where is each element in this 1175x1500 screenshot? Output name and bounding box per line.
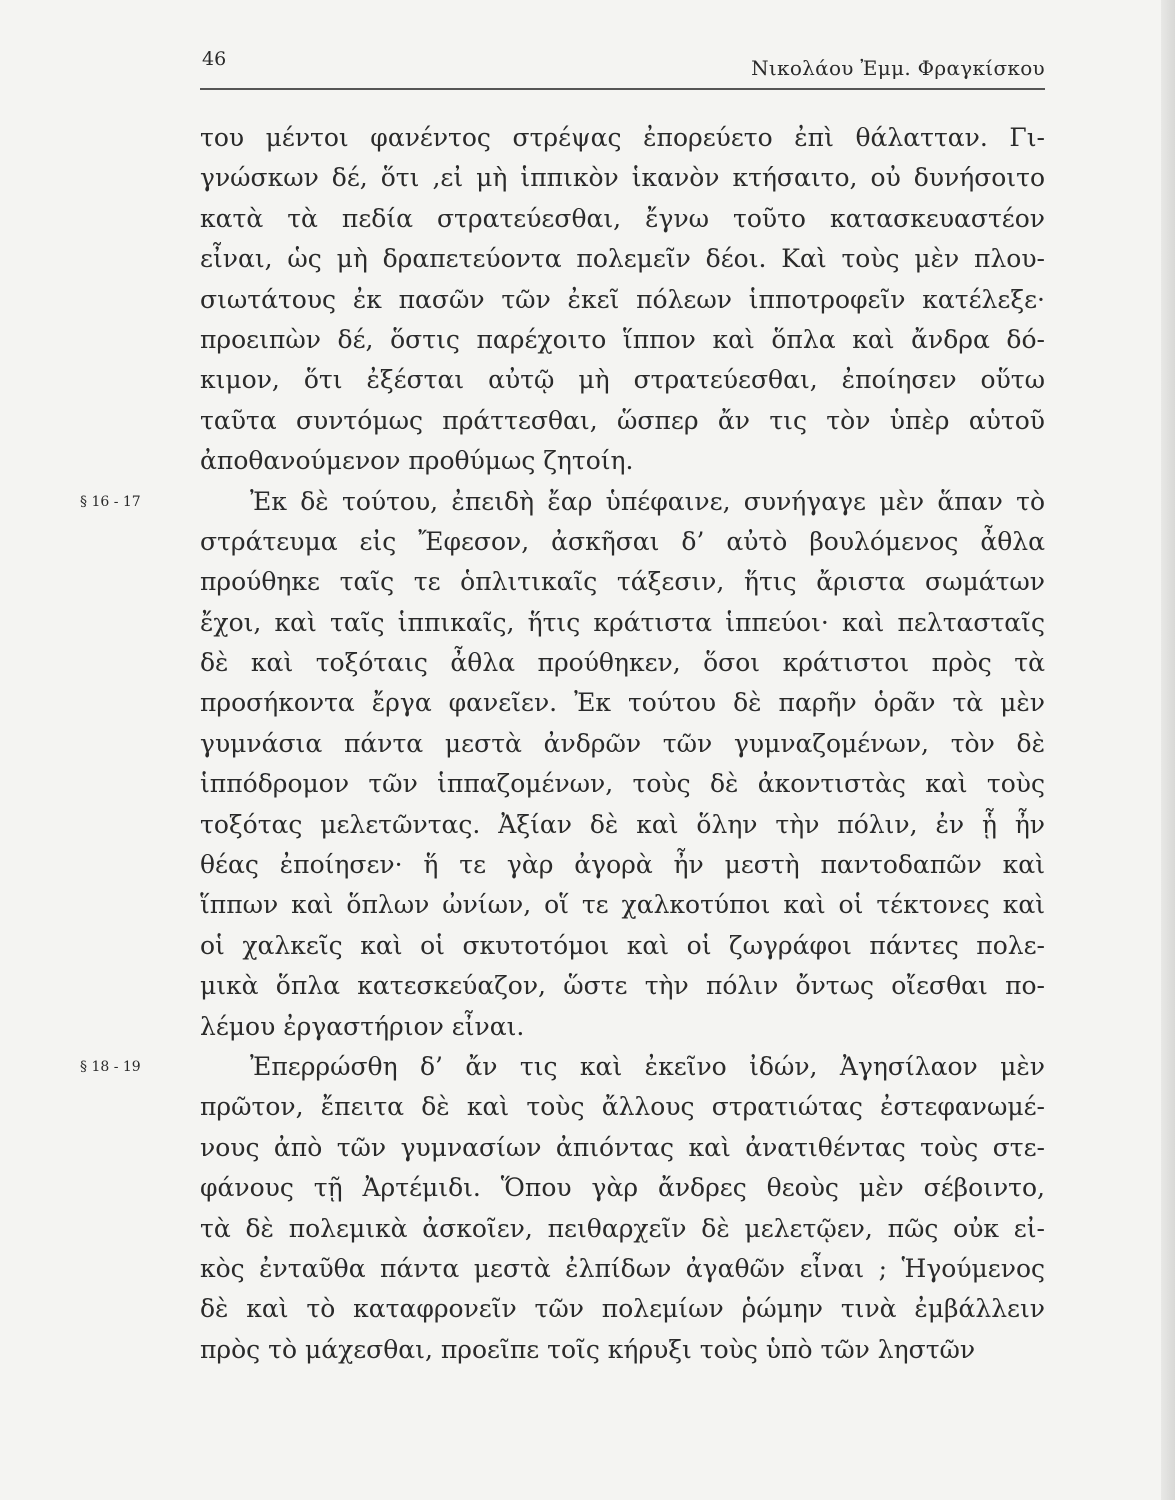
text-line xyxy=(200,724,1045,764)
text-line xyxy=(200,199,1045,239)
text-line-content: προειπὼν δέ, ὅστις παρέχοιτο ἵππον καὶ ὅπλα καὶ ἄνδρα δό- xyxy=(200,324,1045,354)
text-line xyxy=(200,401,1045,441)
body-text xyxy=(80,118,1045,1370)
text-line xyxy=(200,158,1045,198)
section-margin-note: § 16 - 17 xyxy=(80,493,141,510)
text-line xyxy=(200,320,1045,360)
text-line xyxy=(200,885,1045,925)
text-line xyxy=(200,683,1045,723)
text-line xyxy=(200,805,1045,845)
text-line xyxy=(200,1330,1045,1370)
text-line-content: νους ἀπὸ τῶν γυμνασίων ἀπιόντας καὶ ἀνατιθέντας τοὺς στε- xyxy=(200,1132,1045,1162)
text-line-content: γυμνάσια πάντα μεστὰ ἀνδρῶν τῶν γυμναζομένων, τὸν δὲ xyxy=(200,728,1045,758)
text-line-content: κατὰ τὰ πεδία στρατεύεσθαι, ἔγνω τοῦτο κατασκευαστέον xyxy=(200,203,1045,233)
text-line-content: κὸς ἐνταῦθα πάντα μεστὰ ἐλπίδων ἀγαθῶν εἶναι ; Ἡγούμενος xyxy=(200,1253,1045,1283)
text-line xyxy=(200,966,1045,1006)
text-line-content: ἀποθανούμενον προθύμως ζητοίη. xyxy=(200,446,634,476)
text-line xyxy=(200,280,1045,320)
text-line-content: οἱ χαλκεῖς καὶ οἱ σκυτοτόμοι καὶ οἱ ζωγράφοι πάντες πολε- xyxy=(200,930,1045,960)
text-line-content: δὲ καὶ τοξόταις ἆθλα προύθηκεν, ὅσοι κράτιστοι πρὸς τὰ xyxy=(200,648,1045,678)
text-line-content: στράτευμα εἰς Ἔφεσον, ἀσκῆσαι δ’ αὐτὸ βουλόμενος ἆθλα xyxy=(200,526,1045,556)
page-edge-shadow xyxy=(1161,0,1175,1500)
text-line-content: ἱππόδρομον τῶν ἱππαζομένων, τοὺς δὲ ἀκοντιστὰς καὶ τοὺς xyxy=(200,769,1045,799)
text-line-content: μικὰ ὅπλα κατεσκεύαζον, ὥστε τὴν πόλιν ὄντως οἴεσθαι πο- xyxy=(200,971,1045,1001)
text-line xyxy=(200,118,1045,158)
text-line-content: κιμον, ὅτι ἐξέσται αὐτῷ μὴ στρατεύεσθαι, ἐποίησεν οὕτω xyxy=(200,365,1045,395)
text-line-content: τοξότας μελετῶντας. Ἀξίαν δὲ καὶ ὅλην τὴν πόλιν, ἐν ᾗ ἦν xyxy=(200,809,1045,839)
text-line xyxy=(200,239,1045,279)
text-line xyxy=(200,1128,1045,1168)
text-line xyxy=(80,1047,1045,1087)
text-line-content: Ἐκ δὲ τούτου, ἐπειδὴ ἔαρ ὑπέφαινε, συνήγαγε μὲν ἅπαν τὸ xyxy=(250,486,1045,516)
text-line xyxy=(200,1249,1045,1289)
text-line xyxy=(200,926,1045,966)
text-line xyxy=(80,482,1045,522)
text-line-content: πρὸς τὸ μάχεσθαι, προεῖπε τοῖς κήρυξι τοὺς ὑπὸ τῶν ληστῶν xyxy=(200,1334,976,1364)
text-line-content: τὰ δὲ πολεμικὰ ἀσκοῖεν, πειθαρχεῖν δὲ μελετῷεν, πῶς οὐκ εἰ- xyxy=(200,1213,1045,1243)
text-line-content: Ἐπερρώσθη δ’ ἄν τις καὶ ἐκεῖνο ἰδών, Ἀγησίλαον μὲν xyxy=(250,1051,1045,1081)
text-line xyxy=(200,441,1045,481)
text-line xyxy=(200,360,1045,400)
text-line-content: προσήκοντα ἔργα φανεῖεν. Ἐκ τούτου δὲ παρῆν ὁρᾶν τὰ μὲν xyxy=(200,688,1045,718)
text-line-content: ἵππων καὶ ὅπλων ὠνίων, οἵ τε χαλκοτύποι καὶ οἱ τέκτονες καὶ xyxy=(200,890,1045,920)
text-line-content: ἔχοι, καὶ ταῖς ἱππικαῖς, ἥτις κράτιστα ἱππεύοι· καὶ πελτασταῖς xyxy=(200,607,1045,637)
text-line-content: γνώσκων δέ, ὅτι ,εἰ μὴ ἱππικὸν ἱκανὸν κτήσαιτο, οὐ δυνήσοιτο xyxy=(200,163,1045,193)
text-line xyxy=(200,1087,1045,1127)
text-line-content: ταῦτα συντόμως πράττεσθαι, ὥσπερ ἄν τις τὸν ὑπὲρ αὑτοῦ xyxy=(200,405,1045,435)
page-number: 46 xyxy=(202,48,227,70)
text-line xyxy=(200,1289,1045,1329)
text-line-content: του μέντοι φανέντος στρέψας ἐπορεύετο ἐπὶ θάλατταν. Γι- xyxy=(200,123,1045,152)
text-line xyxy=(200,643,1045,683)
text-line xyxy=(200,1209,1045,1249)
page-header xyxy=(200,40,1045,90)
header-rule xyxy=(200,88,1045,90)
section-margin-note: § 18 - 19 xyxy=(80,1058,141,1075)
text-line xyxy=(200,845,1045,885)
text-line-content: δὲ καὶ τὸ καταφρονεῖν τῶν πολεμίων ῥώμην τινὰ ἐμβάλλειν xyxy=(200,1294,1045,1324)
text-line-content: λέμου ἐργαστήριον εἶναι. xyxy=(200,1011,525,1041)
text-line xyxy=(200,522,1045,562)
running-head: Νικολάου Ἐμμ. Φραγκίσκου xyxy=(751,56,1045,80)
text-line xyxy=(200,764,1045,804)
text-line-content: εἶναι, ὡς μὴ δραπετεύοντα πολεμεῖν δέοι. Καὶ τοὺς μὲν πλου- xyxy=(200,244,1045,274)
text-line xyxy=(200,1007,1045,1047)
text-line-content: σιωτάτους ἐκ πασῶν τῶν ἐκεῖ πόλεων ἱπποτροφεῖν κατέλεξε· xyxy=(200,284,1045,314)
text-line xyxy=(200,603,1045,643)
text-line-content: πρῶτον, ἔπειτα δὲ καὶ τοὺς ἄλλους στρατιώτας ἐστεφανωμέ- xyxy=(200,1092,1045,1122)
text-line-content: φάνους τῇ Ἀρτέμιδι. Ὅπου γὰρ ἄνδρες θεοὺς μὲν σέβοιντο, xyxy=(200,1173,1045,1203)
text-line xyxy=(200,562,1045,602)
text-line-content: θέας ἐποίησεν· ἥ τε γὰρ ἀγορὰ ἦν μεστὴ παντοδαπῶν καὶ xyxy=(200,850,1045,880)
text-line xyxy=(200,1168,1045,1208)
text-line-content: προύθηκε ταῖς τε ὁπλιτικαῖς τάξεσιν, ἥτις ἄριστα σωμάτων xyxy=(200,567,1045,597)
